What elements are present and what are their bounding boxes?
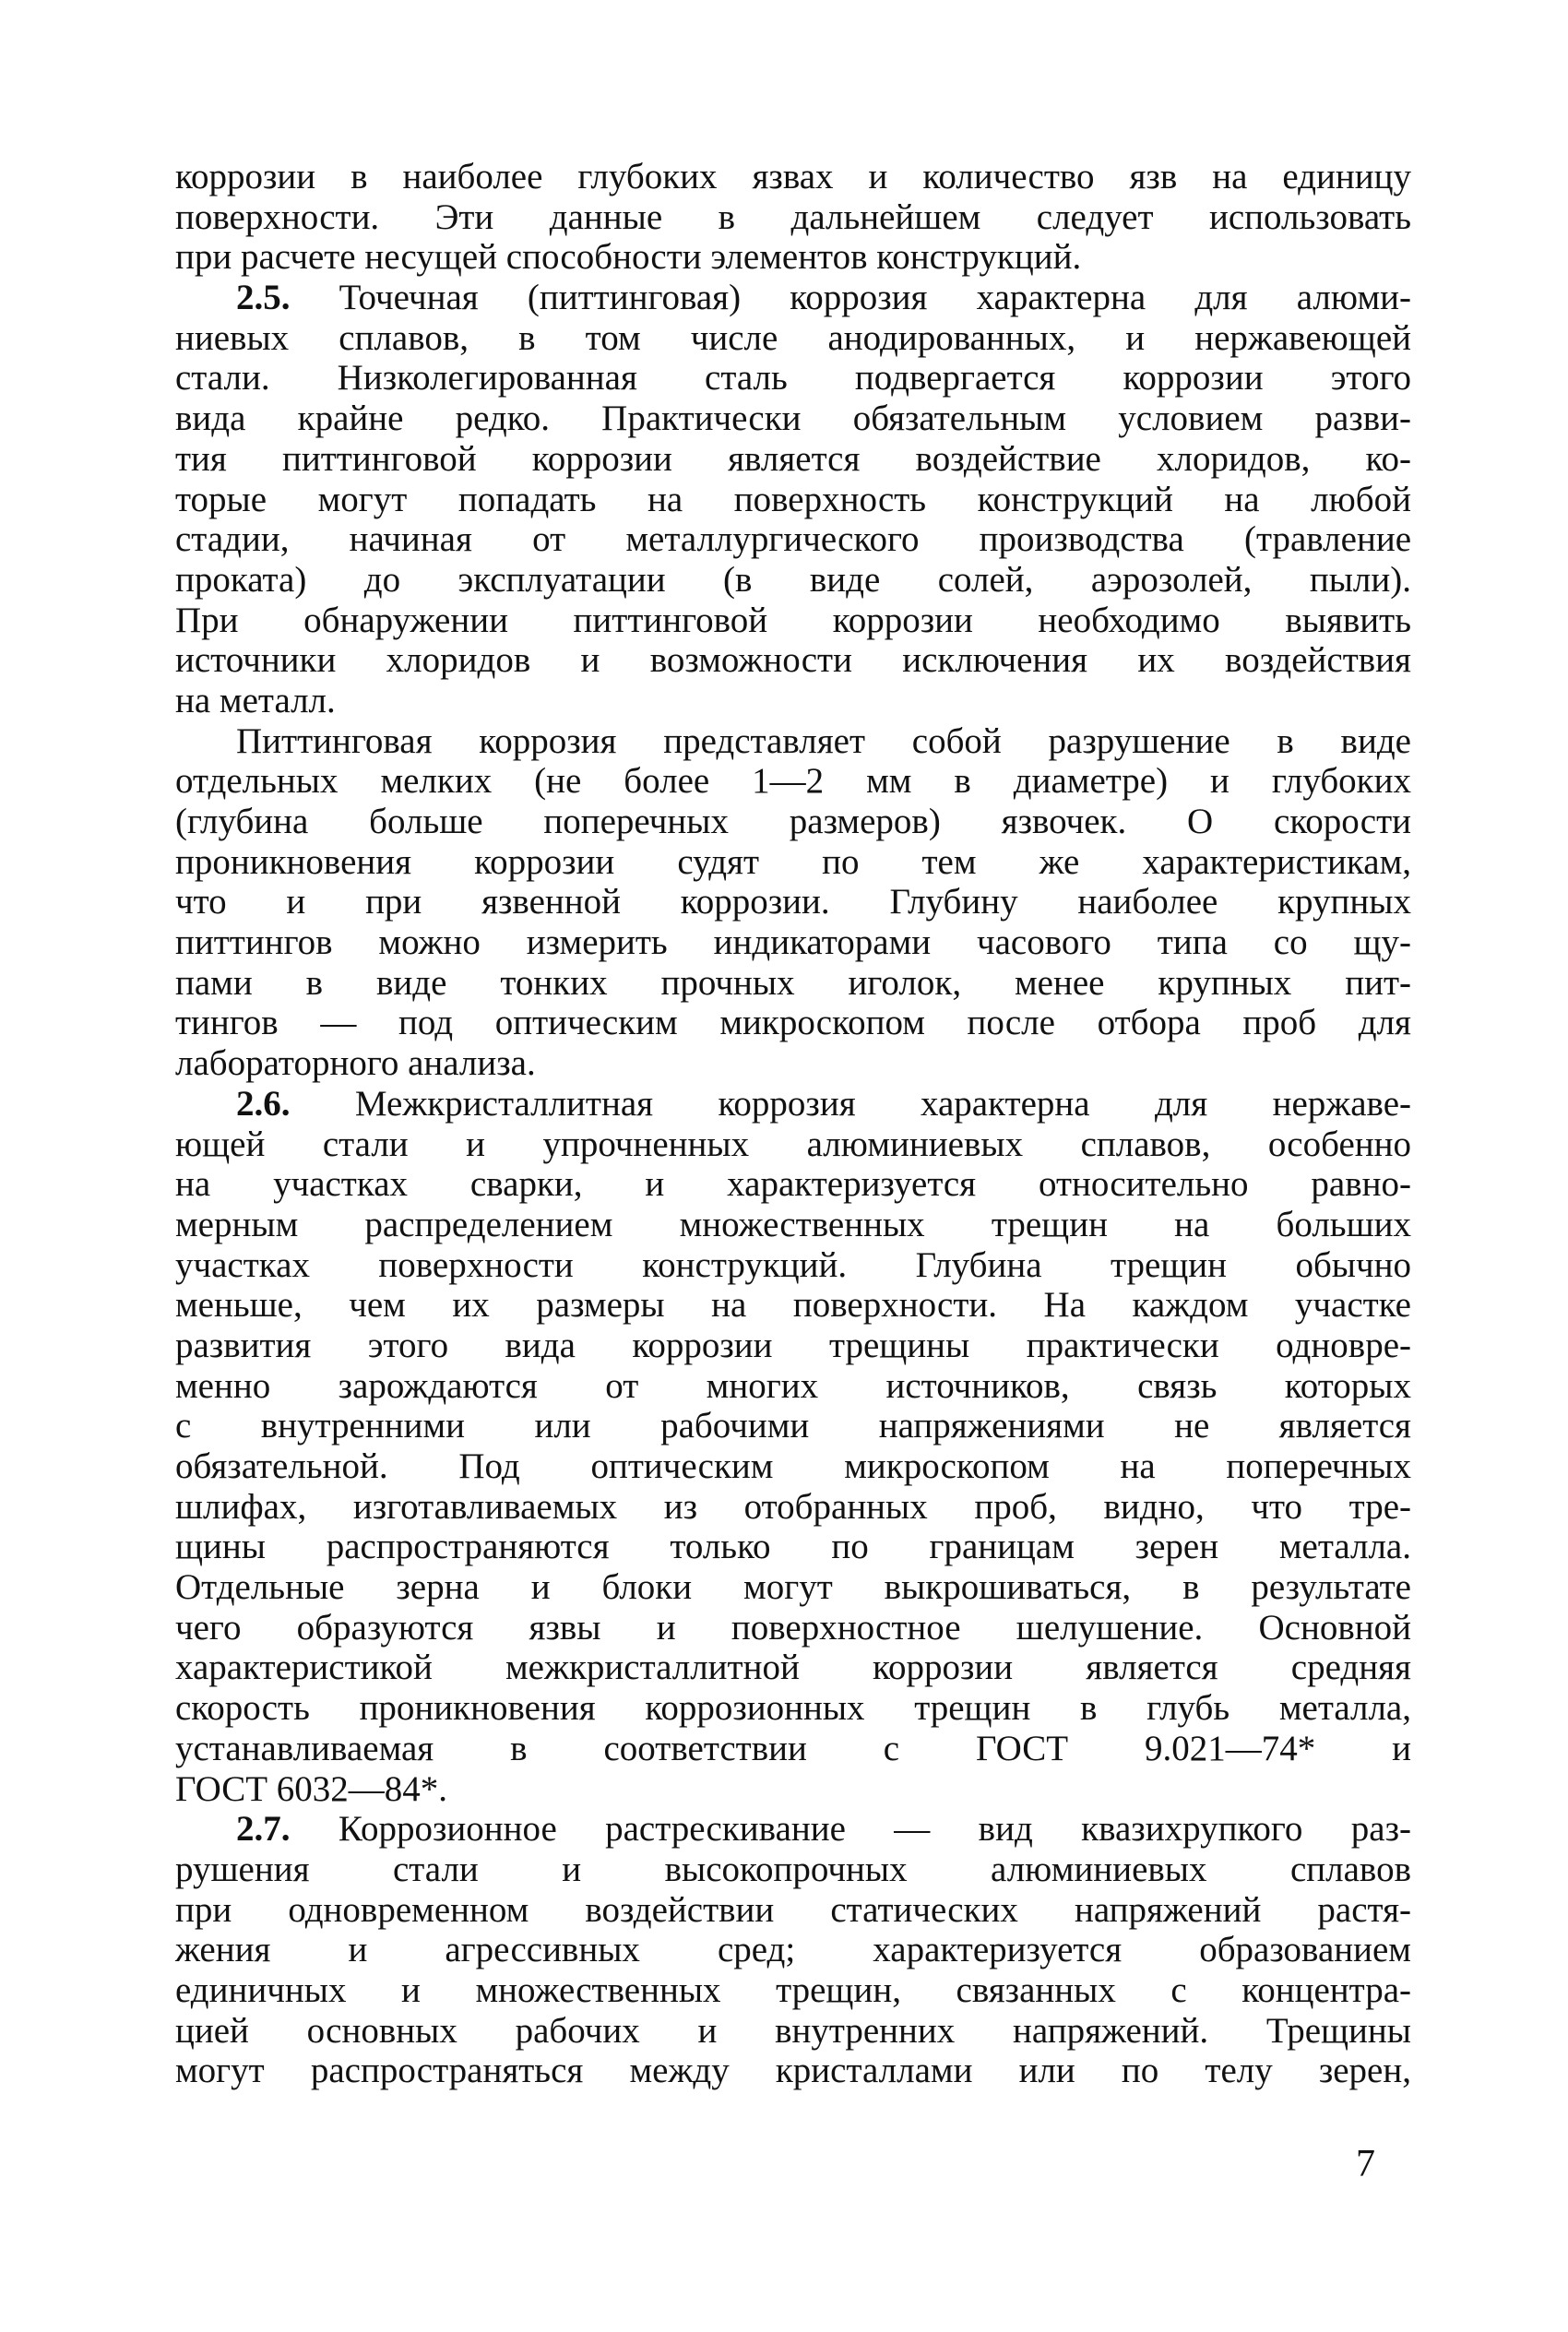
text-line-content: проката) до эксплуатации (в виде солей, аэрозолей, пыли).: [175, 559, 1411, 600]
text-line: [175, 1084, 1411, 1124]
text-line-content: что и при язвенной коррозии. Глубину наиболее крупных: [175, 882, 1411, 922]
text-line-content: проникновения коррозии судят по тем же характеристикам,: [175, 841, 1411, 882]
text-line-content: тия питтинговой коррозии является воздействие хлоридов, ко-: [175, 438, 1411, 479]
text-line-content: лабораторного анализа.: [175, 1043, 536, 1084]
text-line-content: Коррозионное растрескивание — вид квазихрупкого раз-: [338, 1809, 1412, 1850]
text-line-content: на участках сварки, и характеризуется относительно равно-: [175, 1164, 1411, 1205]
text-line-content: жения и агрессивных сред; характеризуется образованием: [175, 1930, 1411, 1970]
text-line-content: при расчете несущей способности элементов конструкций.: [175, 237, 1082, 278]
text-line: [175, 1124, 1411, 1165]
text-line: [175, 601, 1411, 641]
text-line: [175, 1890, 1411, 1931]
text-line-content: ниевых сплавов, в том числе анодированных, и нержавеющей: [175, 317, 1411, 358]
text-line-content: При обнаружении питтинговой коррозии необходимо выявить: [175, 600, 1411, 640]
text-line-content: с внутренними или рабочими напряжениями не является: [175, 1406, 1411, 1446]
text-line: [175, 1648, 1411, 1688]
text-line: [175, 399, 1411, 439]
text-line: [175, 1930, 1411, 1970]
text-line: [175, 1164, 1411, 1205]
text-line: [175, 237, 1411, 278]
text-line-content: стадии, начиная от металлургического производства (травление: [175, 519, 1411, 560]
text-line: [175, 1809, 1411, 1850]
section-number: 2.5.: [236, 278, 291, 318]
text-line: [175, 1366, 1411, 1407]
text-line-content: обязательной. Под оптическим микроскопом на поперечных: [175, 1446, 1411, 1486]
text-line: [175, 197, 1411, 238]
text-line: [175, 439, 1411, 480]
text-line: [175, 721, 1411, 762]
text-line: [175, 358, 1411, 399]
text-line: [175, 519, 1411, 560]
text-line-content: пами в виде тонких прочных иголок, менее крупных пит-: [175, 962, 1411, 1003]
text-line: [175, 681, 1411, 721]
text-line-content: (глубина больше поперечных размеров) язвочек. О скорости: [175, 802, 1411, 841]
text-line-content: Отдельные зерна и блоки могут выкрошиваться, в результате: [175, 1567, 1411, 1608]
text-line: [175, 1527, 1411, 1567]
text-line: [175, 1608, 1411, 1648]
text-line: [175, 560, 1411, 601]
text-line: [175, 1850, 1411, 1890]
text-line-content: питтингов можно измерить индикаторами часового типа со щу-: [175, 922, 1411, 963]
text-line-content: ГОСТ 6032—84*.: [175, 1768, 448, 1809]
text-line: [175, 922, 1411, 963]
text-line-content: стали. Низколегированная сталь подвергается коррозии этого: [175, 358, 1411, 399]
section-number: 2.6.: [236, 1083, 291, 1124]
text-line: [175, 278, 1411, 318]
text-line-content: могут распространяться между кристаллами или по телу зерен,: [175, 2051, 1411, 2091]
text-line: [175, 1245, 1411, 1286]
text-line: [175, 802, 1411, 842]
text-line-content: мерным распределением множественных трещин на больших: [175, 1204, 1411, 1244]
section-number: 2.7.: [236, 1809, 291, 1850]
paragraph: [175, 1084, 1411, 1809]
paragraph: [175, 278, 1411, 721]
text-line: [175, 640, 1411, 681]
text-line-content: скорость проникновения коррозионных трещин в глубь металла,: [175, 1688, 1411, 1729]
text-line: [175, 2051, 1411, 2091]
text-line-content: участках поверхности конструкций. Глубина трещин обычно: [175, 1244, 1411, 1285]
text-line: [175, 882, 1411, 922]
text-line: [175, 761, 1411, 802]
text-line-content: отдельных мелких (не более 1—2 мм в диаметре) и глубоких: [175, 761, 1411, 802]
text-line-content: цией основных рабочих и внутренних напряжений. Трещины: [175, 2010, 1411, 2051]
text-line: [175, 1567, 1411, 1608]
text-line-content: торые могут попадать на поверхность конструкций на любой: [175, 479, 1411, 519]
text-line: [175, 1003, 1411, 1043]
text-line-content: менно зарождаются от многих источников, связь которых: [175, 1365, 1411, 1406]
text-line: [175, 480, 1411, 520]
text-line-content: устанавливаемая в соответствии с ГОСТ 9.021—74* и: [175, 1728, 1411, 1768]
text-line: [175, 1487, 1411, 1528]
text-line-content: чего образуются язвы и поверхностное шелушение. Основной: [175, 1607, 1411, 1648]
text-line-content: источники хлоридов и возможности исключения их воздействия: [175, 640, 1411, 681]
text-line-content: ющей стали и упрочненных алюминиевых сплавов, особенно: [175, 1124, 1411, 1164]
text-line: [175, 1446, 1411, 1487]
text-line: [175, 1769, 1411, 1810]
text-line-content: Точечная (питтинговая) коррозия характерна для алюми-: [339, 278, 1411, 318]
text-line: [175, 1326, 1411, 1366]
text-line-content: развития этого вида коррозии трещины практически одновре-: [175, 1325, 1411, 1365]
text-line: [175, 2011, 1411, 2052]
text-line: [175, 963, 1411, 1004]
text-line-content: рушения стали и высокопрочных алюминиевых сплавов: [175, 1849, 1411, 1889]
text-line: [175, 842, 1411, 883]
text-line-content: щины распространяются только по границам зерен металла.: [175, 1527, 1411, 1567]
text-line: [175, 157, 1411, 197]
page-number: 7: [1356, 2143, 1375, 2185]
text-line-content: поверхности. Эти данные в дальнейшем следует использовать: [175, 196, 1411, 237]
text-line-content: тингов — под оптическим микроскопом после отбора проб для: [175, 1003, 1411, 1043]
text-line: [175, 1285, 1411, 1326]
text-line-content: Межкристаллитная коррозия характерна для нержаве-: [354, 1083, 1412, 1124]
text-line-content: шлифах, изготавливаемых из отобранных проб, видно, что тре-: [175, 1486, 1411, 1527]
text-line: [175, 1205, 1411, 1245]
paragraph: [175, 1809, 1411, 2091]
text-line-content: коррозии в наиболее глубоких язвах и количество язв на единицу: [175, 157, 1411, 196]
text-line-content: меньше, чем их размеры на поверхности. На каждом участке: [175, 1285, 1411, 1326]
paragraph: [175, 157, 1411, 278]
page-text: [175, 157, 1411, 2091]
text-line: [175, 1970, 1411, 2011]
text-line-content: характеристикой межкристаллитной коррозии является средняя: [175, 1648, 1411, 1688]
text-line: [175, 1406, 1411, 1446]
text-line: [175, 1043, 1411, 1084]
paragraph: [175, 721, 1411, 1084]
text-line: [175, 1688, 1411, 1729]
text-line-content: Питтинговая коррозия представляет собой разрушение в виде: [236, 720, 1411, 761]
text-line-content: на металл.: [175, 680, 336, 720]
text-line: [175, 1729, 1411, 1769]
text-line-content: вида крайне редко. Практически обязательным условием разви-: [175, 399, 1411, 439]
text-line-content: при одновременном воздействии статических напряжений растя-: [175, 1889, 1411, 1930]
text-line-content: единичных и множественных трещин, связанных с концентра-: [175, 1969, 1411, 2010]
text-line: [175, 318, 1411, 359]
